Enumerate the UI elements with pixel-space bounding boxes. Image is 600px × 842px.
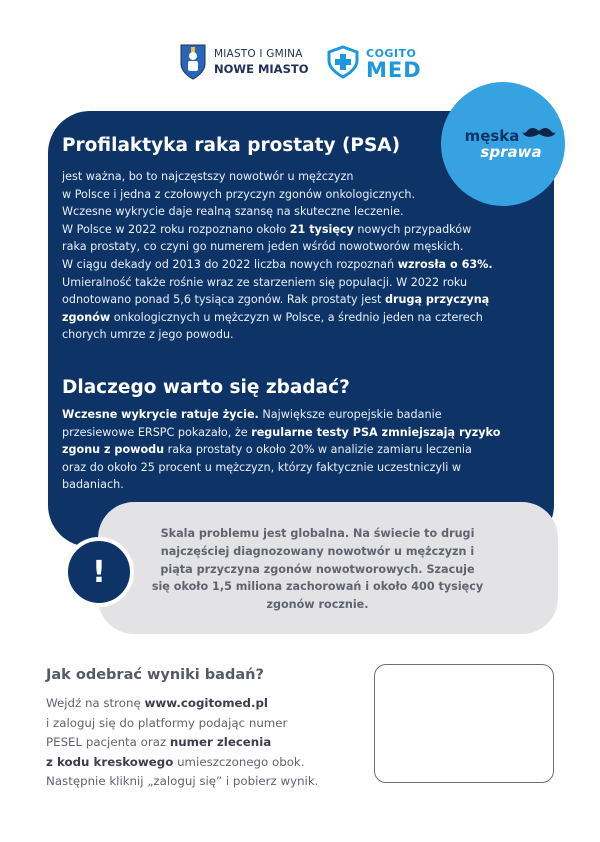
text-line (46, 694, 366, 714)
text-line: badaniach. (62, 478, 124, 492)
text-bold: 21 tysięcy (289, 222, 354, 236)
text-run: Wejdź na stronę (46, 696, 145, 710)
text-bold: zgonów (62, 310, 111, 324)
text-run: raka prostaty o około 20% w analizie zamiaru leczenia (164, 443, 472, 457)
text-run: Największe europejskie badanie (258, 407, 442, 421)
text-line (62, 291, 540, 309)
text-line: Skala problemu jest globalna. Na świecie to drugi (160, 527, 475, 540)
text-line (62, 221, 540, 239)
text-line (62, 256, 540, 274)
text-line: piąta przyczyna zgonów nowotworowych. Szacuje (160, 562, 475, 576)
section-title-why: Dlaczego warto się zbadać? (62, 376, 350, 398)
text-line: oraz do około 25 procent u mężczyzn, którzy faktycznie uczestniczyli w (62, 460, 462, 474)
text-line (62, 406, 540, 424)
gmina-name-line2: NOWE MIASTO (214, 62, 309, 76)
text-run: przesiewowe ERSPC pokazało, że (62, 425, 252, 439)
text-bold: zgonu z powodu (62, 443, 165, 457)
results-instructions (46, 694, 366, 792)
gmina-name-line1: MIASTO I GMINA (214, 48, 303, 60)
badge-line2: sprawa (480, 142, 542, 161)
barcode-placeholder (374, 664, 554, 783)
alert-text (145, 525, 490, 614)
text-run: nowych przypadków (353, 222, 472, 236)
text-bold: wzrosła o 63%. (397, 257, 493, 271)
cogitomed-logo (326, 42, 422, 82)
text-bold: regularne testy PSA zmniejszają ryzyko (251, 425, 501, 439)
text-line (62, 309, 540, 327)
text-bold: drugą przyczyną (384, 293, 490, 307)
text-line: Umieralność także rośnie wraz ze starzeniem się populacji. W 2022 roku (62, 275, 468, 289)
text-bold: numer zlecenia (169, 735, 272, 750)
website-link[interactable]: www.cogitomed.pl (144, 696, 268, 710)
text-line: i zaloguj się do platformy podając numer (46, 715, 288, 730)
section-title-psa: Profilaktyka raka prostaty (PSA) (62, 135, 401, 156)
text-run: odnotowano ponad 5,6 tysiąca zgonów. Rak prostaty jest (62, 293, 385, 307)
badge-line1: męska (464, 126, 520, 145)
cogito-name-line1: COGITO (366, 47, 417, 60)
text-line: Następnie kliknij „zaloguj się” i pobierz wynik. (46, 774, 319, 789)
medical-cross-icon (326, 45, 360, 79)
text-run: PESEL pacjenta oraz (46, 735, 170, 750)
gmina-logo (180, 42, 308, 82)
text-line: raka prostaty, co czyni go numerem jeden wśród nowotworów męskich. (62, 240, 464, 254)
text-bold: Wczesne wykrycie ratuje życie. (62, 407, 259, 421)
text-line: jest ważna, bo to najczęstszy nowotwór u mężczyzn (62, 170, 354, 183)
text-run: W Polsce w 2022 roku rozpoznano około (62, 222, 290, 236)
coat-of-arms-icon (180, 44, 206, 80)
header-logos (0, 42, 600, 86)
results-section (46, 665, 366, 792)
text-line: chorych umrze z jego powodu. (62, 328, 234, 342)
text-bold: z kodu kreskowego (46, 754, 174, 769)
text-line (62, 441, 540, 459)
results-title: Jak odebrać wyniki badań? (46, 667, 264, 683)
text-line: Wczesne wykrycie daje realną szansę na skuteczne leczenie. (62, 205, 404, 219)
cogito-name-line2: MED (366, 58, 422, 82)
text-line: zgonów rocznie. (266, 598, 369, 612)
text-run: umieszczonego obok. (173, 754, 305, 769)
info-panel-content (62, 134, 540, 494)
text-line (62, 424, 540, 442)
text-line: się około 1,5 miliona zachorowań i około 400 tysięcy (151, 580, 484, 594)
text-line (46, 733, 366, 753)
psa-paragraph (62, 168, 540, 344)
why-paragraph (62, 406, 540, 494)
text-run: onkologicznych u mężczyzn w Polsce, a średnio jeden na czterech (110, 310, 483, 324)
text-line: w Polsce i jedna z czołowych przyczyn zgonów onkologicznych. (62, 187, 416, 201)
text-line (46, 753, 366, 773)
exclamation-icon: ! (64, 537, 134, 607)
text-line: najczęściej diagnozowany nowotwór u mężczyzn i (160, 544, 475, 558)
text-run: W ciągu dekady od 2013 do 2022 liczba nowych rozpoznań (62, 257, 398, 271)
